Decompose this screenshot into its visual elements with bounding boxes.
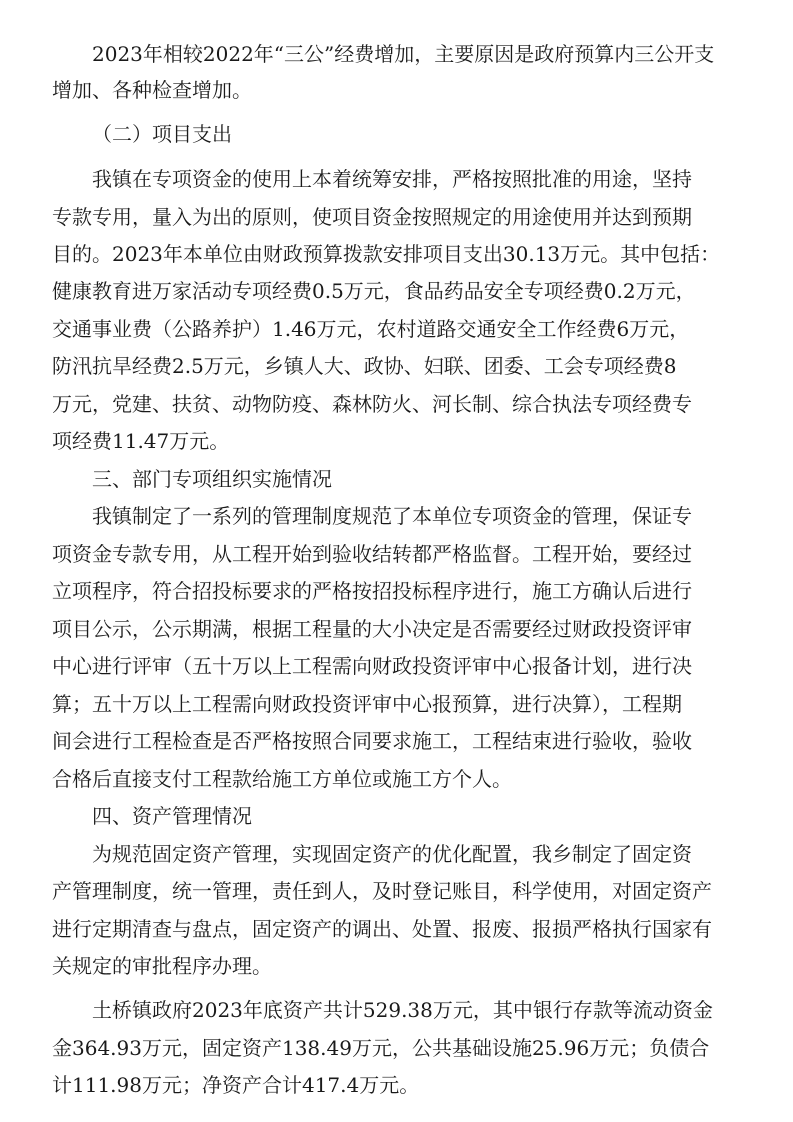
text-line: 增加、各种检查增加。 — [52, 78, 252, 102]
text-line: 防汛抗旱经费2.5万元，乡镇人大、政协、妇联、团委、工会专项经费8 — [52, 354, 677, 378]
text-line: 我镇在专项资金的使用上本着统筹安排，严格按照批准的用途，坚持 — [92, 167, 692, 191]
text-line: 万元，党建、扶贫、动物防疫、森林防火、河长制、综合执法专项经费专 — [52, 392, 692, 416]
section-heading: 四、资产管理情况 — [92, 804, 252, 828]
text-line: 我镇制定了一系列的管理制度规范了本单位专项资金的管理，保证专 — [92, 504, 692, 528]
text-line: 土桥镇政府2023年底资产共计529.38万元，其中银行存款等流动资金 — [92, 998, 713, 1022]
text-line: 项目公示，公示期满，根据工程量的大小决定是否需要经过财政投资评审 — [52, 617, 692, 641]
section-heading: （二）项目支出 — [92, 122, 232, 146]
text-line: 算；五十万以上工程需向财政投资评审中心报预算，进行决算），工程期 — [52, 692, 682, 716]
text-line: 为规范固定资产管理，实现固定资产的优化配置，我乡制定了固定资 — [92, 842, 692, 866]
text-line: 产管理制度，统一管理，责任到人，及时登记账目，科学使用，对固定资产 — [52, 879, 712, 903]
text-line: 健康教育进万家活动专项经费0.5万元，食品药品安全专项经费0.2万元， — [52, 279, 696, 303]
text-line: 间会进行工程检查是否严格按照合同要求施工，工程结束进行验收，验收 — [52, 729, 692, 753]
text-line: 立项程序，符合招投标要求的严格按招投标程序进行，施工方确认后进行 — [52, 579, 692, 603]
text-line: 金364.93万元，固定资产138.49万元，公共基础设施25.96万元；负债合 — [52, 1036, 710, 1060]
text-line: 中心进行评审（五十万以上工程需向财政投资评审中心报备计划，进行决 — [52, 654, 692, 678]
text-line: 合格后直接支付工程款给施工方单位或施工方个人。 — [52, 767, 512, 791]
text-line: 交通事业费（公路养护）1.46万元，农村道路交通安全工作经费6万元， — [52, 317, 690, 341]
text-line: 专款专用，量入为出的原则，使项目资金按照规定的用途使用并达到预期 — [52, 205, 692, 229]
text-line: 进行定期清查与盘点，固定资产的调出、处置、报废、报损严格执行国家有 — [52, 917, 712, 941]
text-line: 项经费11.47万元。 — [52, 429, 230, 453]
text-line: 2023年相较2022年“三公”经费增加，主要原因是政府预算内三公开支 — [92, 42, 715, 66]
text-line: 计111.98万元；净资产合计417.4万元。 — [52, 1073, 420, 1097]
text-line: 项资金专款专用，从工程开始到验收结转都严格监督。工程开始，要经过 — [52, 542, 692, 566]
text-line: 关规定的审批程序办理。 — [52, 954, 272, 978]
text-line: 目的。2023年本单位由财政预算拨款安排项目支出30.13万元。其中包括： — [52, 242, 721, 266]
section-heading: 三、部门专项组织实施情况 — [92, 467, 332, 491]
